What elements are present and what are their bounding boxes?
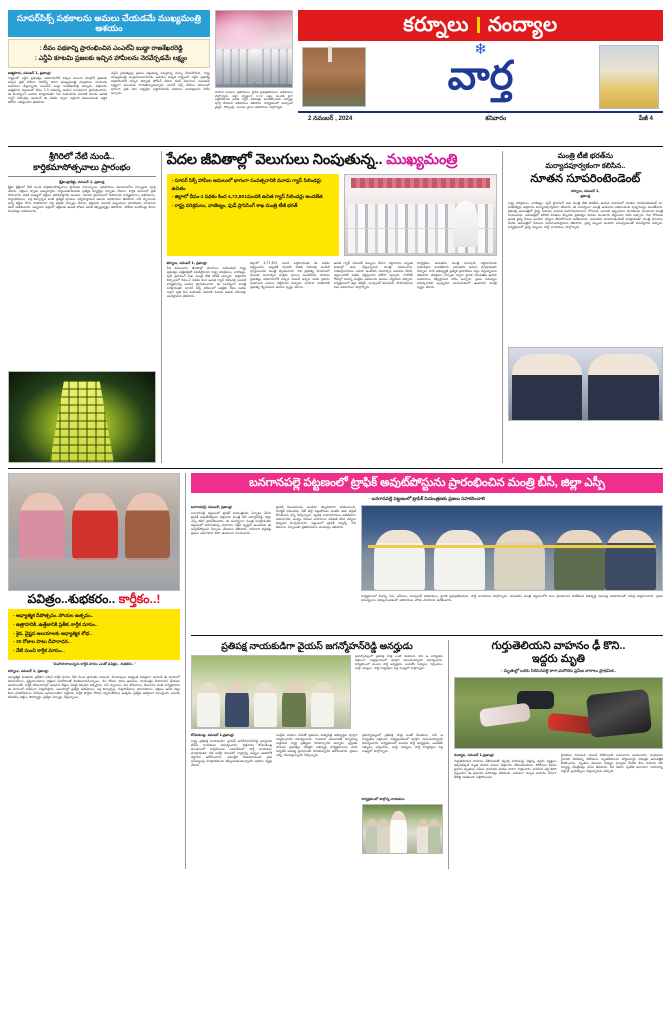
- main-story-column-2: [250, 261, 330, 447]
- crowd-person-main: [390, 811, 407, 853]
- accident-text-1: గుర్తుతెలియని వాహనం ఢీకొనడంతో ద్విచక్ర వాహనంపై వెళ్తున్న ఇద్దరు వ్యక్తులు అక్కడికక్కడే మృతి చెందిన ఘటన శుక్రవారం చోటుచేసుకుంది. పోలీసుల కథనం ప్రకారం మృతులు సమీప గ్రామానికి చెందిన వారిగా గుర్తించారు. పనిమీద వెళ్లి తిరిగి వస్తుండగా ఈ ప్రమాదం జరిగినట్లు తెలిసింది. ఎదురుగా వచ్చిన వాహనం వేగంగా ఢీకొట్టి ఆపకుండా వెళ్లిపోయింది.: [454, 758, 557, 779]
- edition-right-label: నంద్యాల: [487, 14, 558, 36]
- main-story-text-2: జిల్లాలో 4,72,801 మంది లబ్ధిదారులకు ఈ పథకం వర్తిస్తుందని, ఇప్పటికే మొదటి విడత సిలిండర్ల పంపిణీ పూర్తయిందని మంత్రి వెల్లడించారు. గత ప్రభుత్వ హయాంలో పేదలకు అందాల్సిన సంక్షేమ ఫలాలు అందలేదని, కూటమి ప్రభుత్వం అధికారంలోకి వచ్చిన వెంటనే ఇచ్చిన మాట ప్రకారం పథకాలను అమలు చేస్తోందని అన్నారు. మహిళా సాధికారతే ప్రభుత్వ ధ్యేయమని ఆయన స్పష్టం చేశారు.: [250, 261, 330, 289]
- main-bullet-2: - జిల్లాలో దీపం-2 పథకం కింద 4,72,801మందికి ఉచిత గ్యాస్ సిలిండర్లు అందజేత: [171, 195, 323, 201]
- ribbon-cutting-photo: [361, 505, 663, 591]
- opposition-story-headline: ప్రతిపక్ష నాయకుడిగా వైయస్ జగన్మోహన్‌రెడ్డి అనర్హుడు: [221, 640, 413, 652]
- top-story-subpoints: [8, 39, 210, 68]
- top-meeting-photo: [215, 10, 293, 88]
- opposition-columns: [191, 733, 443, 853]
- bird-icon: ❄: [474, 41, 487, 58]
- main-story-text-3: ఉచిత గ్యాస్ సిలిండర్ డబ్బులు నేరుగా లబ్ధిదారుల బ్యాంకు ఖాతాల్లో జమ చేస్తున్నామని మంత్రి వివరించారు. దరఖాస్తుదారులు ఎవరూ ఆందోళన చెందాల్సిన అవసరం లేదని, అర్హులందరికీ పథకం వర్తిస్తుందని భరోసా ఇచ్చారు. రాబోయే రోజుల్లో మరిన్ని సంక్షేమ పథకాలను అమలు చేస్తామని చెప్పారు. కార్యక్రమంలో జిల్లా కలెక్టర్, మున్సిపల్ కమిషనర్, పౌరసరఫరాల శాఖ అధికారులు పాల్గొన్నారు.: [333, 261, 414, 289]
- opposition-text-side: ప్రజాస్వామ్యంలో ప్రతిపక్ష పాత్ర ఎంతో కీలకమని, కానీ ఆ బాధ్యతను సక్రమంగా నిర్వర్తించడంలో పూర్తిగా విఫలమయ్యారని విమర్శించారు. కార్యక్రమంలో మండల పార్టీ అధ్యక్షుడు, ఎంపీటీసీ సభ్యులు, సర్పంచ్‌లు, వార్డు సభ్యులు, పార్టీ కార్యకర్తలు పెద్ద సంఖ్యలో పాల్గొన్నారు.: [355, 655, 443, 670]
- group-person-4: [282, 682, 306, 727]
- kartik-bullet-5: - నేటి నుంచి కార్తీక మాసం...: [13, 648, 65, 654]
- traffic-story-text-1: బనగానపల్లె పట్టణంలో ట్రాఫిక్ నియంత్రణకు ఏర్పాటు చేసిన ట్రాఫిక్ అవుట్‌పోస్టును శుక్రవారం మంత్రి బీసీ జనార్దన్‌రెడ్డి, జిల్లా ఎస్పీ కలిసి ప్రారంభించారు. ఈ సందర్భంగా మంత్రి మాట్లాడుతూ పట్టణంలో పెరుగుతున్న వాహనాల రద్దీని దృష్టిలో ఉంచుకుని ఈ అవుట్‌పోస్టును ఏర్పాటు చేశామని తెలిపారు. రహదారి భద్రతపై ప్రజలు అవగాహన కలిగి ఉండాలని సూచించారు.: [191, 510, 271, 535]
- photo-cm-figure: [453, 201, 477, 247]
- kartik-bullet-4: - 30 రోజుల పాటు దీపారాధన..: [13, 640, 71, 646]
- main-story-block: [167, 151, 497, 463]
- women-river-prayer-photo: [8, 473, 180, 591]
- main-bullet-3: - రాష్ట్ర పరిశ్రమలు, వాణిజ్యం, ఫుడ్ ప్రాసెసింగ్ శాఖ మంత్రి టీజీ భరత్: [171, 203, 298, 209]
- divider-mid: [8, 468, 663, 469]
- photo-crowd-shape: [216, 49, 292, 84]
- traffic-story-photo-col: [361, 505, 663, 631]
- kartik-bullets: [8, 609, 180, 660]
- crowd-person-5: [428, 819, 441, 853]
- masthead: [298, 10, 663, 142]
- publication-date: 2 నవంబర్ , 2024: [308, 115, 353, 122]
- right-story-block: [508, 151, 663, 463]
- opposition-top-row: [191, 655, 443, 729]
- top-story-byline: ఆత్మకూరు, నవంబర్ 1, ప్రజాంధ్ర:: [8, 71, 51, 75]
- kartik-bullet-1: - ఆధ్యాత్మిక దీపోత్సవం..సోయల ఉత్సవం..: [13, 614, 94, 620]
- publication-day: శనివారం: [485, 115, 507, 122]
- bottom-stories: [191, 640, 663, 869]
- band-three-right: [191, 473, 663, 869]
- band-three: [8, 473, 663, 869]
- two-leaders-photo: [508, 347, 663, 421]
- top-story-columns: [8, 71, 210, 142]
- main-story-text-1: పేద కుటుంబాల జీవితాల్లో వెలుగులు నింపేందుకు రాష్ట్ర ప్రభుత్వం చిత్తశుద్ధితో పనిచేస్తోందని రాష్ట్ర పరిశ్రమలు, వాణిజ్యం, ఫుడ్ ప్రాసెసింగ్ శాఖ మంత్రి టీజీ భరత్ అన్నారు. శుక్రవారం కర్నూలులో దీపం-2 పథకం కింద ఉచిత గ్యాస్ సిలిండర్ల పంపిణీ కార్యక్రమాన్ని ఆయన ప్రారంభించారు. ఈ సందర్భంగా మంత్రి మాట్లాడుతూ సూపర్ సిక్స్ హామీలలో ఒకటైన దీపం పథకం ద్వారా ప్రతి పేద మహిళకు ఏడాదికి మూడు ఉచిత సిలిండర్లు అందిస్తామని తెలిపారు.: [166, 266, 247, 299]
- traffic-story-column-1: [191, 505, 271, 631]
- cm-meeting-photo: [344, 174, 497, 256]
- crowd-person-3: [377, 819, 390, 853]
- traffic-story-text-3: కార్యక్రమంలో డీఎస్పీ, సీఐ, ఎస్ఐలు, మున్సిపల్ అధికారులు, స్థానిక ప్రజాప్రతినిధులు, పార్టీ నాయకులు పాల్గొన్నారు. అనంతరం మంత్రి పట్టణంలోని పలు ప్రాంతాలను పరిశీలించి అభివృద్ధి పనులపై అధికారులతో సమీక్ష నిర్వహించారు. ప్రజల సమస్యలను పరిష్కరించడంలో అధికారులు చొరవ చూపాలని ఆదేశించారు.: [361, 594, 663, 603]
- accident-text-2: స్థానికులు గమనించి వెంటనే పోలీసులకు సమాచారం అందించారు. సంఘటనా స్థలానికి చేరుకున్న పోలీసులు మృతదేహాలను పోస్టుమార్టం నిమిత్తం ఆసుపత్రికి తరలించారు. మృతుల కుటుంబ సభ్యుల ఫిర్యాదు మేరకు కేసు నమోదు చేసి దర్యాప్తు చేపట్టినట్లు ఎస్ఐ తెలిపారు. సీసీ కెమెరా ఫుటేజీ ఆధారంగా వాహనాన్ని గుర్తించే ప్రయత్నాలు చేస్తున్నామని చెప్పారు.: [560, 753, 663, 774]
- left-story-block: [8, 151, 156, 463]
- vertical-divider-1: [161, 151, 162, 463]
- right-story-byline-1: కర్నూలు, నవంబర్ 1,: [571, 189, 600, 193]
- opposition-column-2: [276, 733, 357, 853]
- ribbon-person-2: [434, 530, 485, 590]
- left-story-headline-2: కార్తికమాసోత్సవాలు ప్రారంభం: [33, 162, 131, 172]
- woman-3-shape: [125, 493, 171, 560]
- accident-column-1: [454, 753, 557, 869]
- kartik-columns: [8, 675, 180, 851]
- masthead-edition-band: [298, 10, 663, 41]
- kartik-quote: "మహాపాపాలున్నను కార్తీక మాసం ఎంతో పవిత్రం.. శుభకరం..": [52, 662, 136, 667]
- top-story-subpoint-1: : దీపం పథకాన్ని ప్రారంభించిన ఎంఎల్‌ఏ బుడ్డా రాజశేఖరరెడ్డి: [39, 45, 183, 52]
- woman-2-shape: [72, 493, 118, 560]
- top-story-block: [8, 10, 210, 142]
- top-photo-column: [215, 10, 293, 142]
- page-number: పేజీ 4: [638, 115, 653, 122]
- main-story-byline: కర్నూలు, నవంబర్ 1, ప్రజాంధ్ర:: [166, 261, 208, 265]
- top-story-text-2: ఎన్డీఏ ప్రభుత్వంపై ప్రజలు పెట్టుకున్న నమ్మకాన్ని వమ్ము చేయబోమని, రాష్ట్ర ముఖ్యమంత్రి చంద్రబాబునాయుడు ఆశయం అన్నది రాష్ట్రంలో ఎన్డీఏ ప్రభుత్వ అధికారంలోకి వచ్చిన తర్వాత కెరోసిన్ దీపాల కంటే వెలుగులు నింపడమే లక్ష్యంగా ముందుకు సాగుతున్నామన్నారు. సూపర్ సిక్స్ హామీల అమలులో భాగంగా ప్రతి నెలా అర్హులైన లబ్ధిదారులకు పథకాలు అందిస్తామని హామీ ఇచ్చారు.: [111, 71, 210, 95]
- kartik-bullet-2: - ఉత్రాహనికి..ఉత్తేజానికి ప్రతీక..కార్తీక మాసం..: [13, 623, 98, 628]
- gopuram-tower-shape: [50, 381, 114, 462]
- top-story-subpoint-2: : ఎన్డీఏ కూటమి ప్రజలకు ఇచ్చిన హామీలను నెరవేర్చడమే లక్ష్యం: [34, 54, 188, 62]
- right-story-headline-2: మర్యాదపూర్వకంగా కలిసిన..: [545, 161, 626, 170]
- accident-story-block: [454, 640, 663, 869]
- accident-bike-shape: [585, 689, 651, 739]
- photo-speaker-shape: [248, 49, 261, 82]
- opposition-text-1: రాష్ట్ర ప్రతిపక్ష నాయకుడిగా వైయస్ జగన్‌మోహన్‌రెడ్డి అనర్హుడని టీడీపీ నాయకులు విమర్శించారు. శుక్రవారం కోవెలకుంట్ల మండలంలో నిర్వహించిన సమావేశంలో పార్టీ నాయకులు మాట్లాడుతూ గత ఐదేళ్ల పాలనలో రాష్ట్రాన్ని అప్పుల ఊబిలోకి నెట్టారని ఆరోపించారు. అసెంబ్లీకి హాజరుకాకుండా ప్రజా సమస్యలపై మాట్లాడకుండా తప్పించుకుంటున్నారని ఆగ్రహం వ్యక్తం చేశారు.: [191, 738, 273, 767]
- bull-photo: [599, 45, 659, 109]
- right-story-headline-3: నూతన సూపరింటెండెంట్: [530, 173, 641, 185]
- temple-gopuram-photo: [8, 371, 156, 463]
- vertical-divider-2: [502, 151, 503, 463]
- main-bullet-1: - సూపర్ సిక్స్ హామీల అమలులో భాగంగా సంవత్సరానికి మూడు గ్యాస్ సిలిండర్లు ఉచితం: [171, 179, 322, 192]
- main-story-text-4: కార్యక్రమం అనంతరం మంత్రి పలువురు లబ్ధిదారులకు సిలిండర్లను అందజేశారు. అనంతరం ఆయన మాట్లాడుతూ కర్నూలు నగర అభివృద్ధికి ప్రత్యేక ప్రణాళికలు సిద్ధం చేస్తున్నామని తెలిపారు. పరిశ్రమల ఏర్పాటు ద్వారా స్థానిక యువతకు ఉపాధి అవకాశాలు కల్పిస్తామని హామీ ఇచ్చారు. ప్రజల సమస్యల పరిష్కారానికి ఎల్లప్పుడూ అందుబాటులో ఉంటానని మంత్రి స్పష్టం చేశారు.: [417, 261, 497, 289]
- opposition-column-3: [362, 733, 443, 853]
- opposition-byline: కోవెలకుంట్ల, నవంబర్ 1,ప్రజాంధ్ర:: [191, 733, 235, 738]
- top-story-text-1: రాష్ట్రంలో ఎన్డీఏ ప్రభుత్వం అధికారంలోకి వచ్చిన నాలుగు నెలల్లోనే ప్రజలకు ఇచ్చిన ప్రతి హామీని నెరవేర్చే దిశగా ముఖ్యమంత్రి చంద్రబాబు నాయుడు అడుగులు వేస్తున్నారని ఎంఎల్‌ఏ బుడ్డా రాజశేఖరరెడ్డి అన్నారు. శుక్రవారం ఆత్మకూరు పట్టణంలో దీపం 2.0 పథకాన్ని ఆయన లాంఛనంగా ప్రారంభించారు. ఈ సందర్భంగా ఆయన మాట్లాడుతూ పేద మహిళలకు ఏడాదికి మూడు ఉచిత గ్యాస్ సిలిండర్లు అందించే ఈ పథకం ద్వారా లక్షలాది కుటుంబాలకు ఆర్థిక భరోసా లభిస్తుందని తెలిపారు.: [8, 76, 107, 105]
- opposition-column-1: [191, 733, 272, 853]
- left-divider: [8, 176, 156, 177]
- right-story-headline-1: మంత్రి టీజీ భరత్‌ను: [557, 151, 613, 160]
- accident-story-subline: - మృతుల్లో ఒకరు సిరిసెనపల్లె కాగా,మరొకరు ప్రవీణ వారాలు ప్రాథమిక..: [501, 668, 616, 674]
- main-story-columns: [167, 261, 497, 447]
- ribbon-person-3: [494, 530, 545, 590]
- field-inspection-photo: [191, 655, 351, 729]
- portrait-left-shape: [512, 354, 583, 420]
- edition-separator-icon: [477, 17, 480, 33]
- traffic-story-text-2: ట్రాఫిక్ నిబంధనలను అందరూ తప్పనిసరిగా పాటించాలని, హెల్మెట్ ధరించడం, సీట్ బెల్ట్ పెట్టుకోవడం వంటివి తమ భద్రత కోసమేనని ఎస్పీ పేర్కొన్నారు. ద్విచక్ర వాహనదారులు అతివేగంగా నడపరాదని, మద్యం సేవించి వాహనాలు నడిపితే కఠిన చర్యలు తప్పవని హెచ్చరించారు. పట్టణంలో ట్రాఫిక్ సిగ్నల్స్, సీసీ కెమెరాల ఏర్పాటుకు ప్రతిపాదనలు పంపినట్లు తెలిపారు.: [276, 505, 356, 530]
- ribbon-person-5: [605, 530, 656, 590]
- woman-1-shape: [19, 493, 65, 560]
- kartik-byline: కర్నూలు, నవంబర్ 1, ప్రజాంధ్ర:: [8, 669, 49, 674]
- accident-columns: [454, 753, 663, 869]
- opposition-sub-caption: కార్యక్రమంలో పాల్గొన్న నాయకులు: [361, 797, 405, 802]
- accident-story-headline-2: ఇద్దరు మృతి: [532, 653, 585, 666]
- group-person-3: [254, 682, 278, 727]
- ribbon-tape-shape: [368, 545, 656, 548]
- opposition-story-block: [191, 640, 443, 869]
- main-story-column-4: [417, 261, 497, 447]
- vertical-divider-3: [185, 473, 186, 869]
- kartik-title-accent: కార్తీకం..!: [118, 592, 161, 607]
- masthead-logo: వార్త: [447, 53, 514, 98]
- portrait-right-shape: [588, 354, 659, 420]
- ribbon-person-4: [554, 530, 605, 590]
- top-strip: [8, 10, 663, 142]
- kartik-title-plain: పవిత్రం..శుభకరం..: [27, 592, 116, 607]
- top-story-column-1: [8, 71, 107, 142]
- top-story-text-3: మహిళా సంఘాల ప్రతినిధులు, స్థానిక ప్రజాప్రతినిధులు, అధికారులు పాల్గొన్నారు. జిల్లా వ్యాప్తంగా 4.72 లక్షల మందికి పైగా లబ్ధిదారులకు ఉచిత గ్యాస్ సిలిండర్లు అందజేసేందుకు ఏర్పాట్లు పూర్తి చేశామని అధికారులు తెలిపారు. కార్యక్రమంలో మున్సిపల్ చైర్మన్, కౌన్సిలర్లు, మండల స్థాయి అధికారులు పాల్గొన్నారు.: [215, 91, 293, 109]
- fort-photo: [302, 47, 366, 107]
- main-headline-accent: ముఖ్యమంత్రి: [386, 152, 458, 168]
- ribbon-person-1: [374, 530, 425, 590]
- top-story-blue-headline: సూపర్‌సిక్స్ పథకాలను అమలు చేయడమే ముఖ్యమంత్రి ఆశయం: [8, 10, 210, 37]
- main-story-column-1: [167, 261, 247, 447]
- opposition-text-2: సంక్షేమ పథకాల పేరుతో ప్రజలను మభ్యపెట్టి అభివృద్ధిని పూర్తిగా విస్మరించారని విమర్శించారు. రాజధాని అమరావతి నిర్మాణాన్ని అడ్డుకుని రాష్ట్ర ప్రతిష్టను దిగజార్చారని అన్నారు. ప్రస్తుతం కూటమి ప్రభుత్వం చేపట్టిన అభివృద్ధి కార్యక్రమాలను చూసి ఓర్వలేక అసత్య ప్రచారాలకు దిగుతున్నారని ఆరోపించారు. ప్రజలు అన్నీ గమనిస్తున్నారని పేర్కొన్నారు.: [276, 733, 358, 758]
- top-story-column-2: [111, 71, 210, 142]
- group-person-5: [311, 682, 335, 727]
- masthead-logo-area: [298, 41, 663, 113]
- accident-byline: నంద్యాల, నవంబర్ 1,ప్రజాంధ్ర:: [454, 753, 495, 758]
- main-story-bullets: [167, 174, 339, 256]
- traffic-story-column-2: [276, 505, 356, 631]
- right-story-text: రాష్ట్ర పరిశ్రమలు, వాణిజ్యం, ఫుడ్ ప్రాసెసింగ్ శాఖ మంత్రి టీజీ భరత్‌ను ఆయన నివాసంలో నూతన సూపరింటెండెంట్ డా. వెంకటేశ్వర్లు శుక్రవారం మర్యాదపూర్వకంగా కలిశారు. ఈ సందర్భంగా మంత్రి ఆయనను అభినందించి పుష్పగుచ్ఛం అందజేశారు. ప్రభుత్వ ఆసుపత్రిలో వైద్య సేవలను మరింత మెరుగుపరచాలని, రోగులకు ఎలాంటి ఇబ్బందులు కలగకుండా చూడాలని మంత్రి సూచించారు. ఆసుపత్రిలో మౌలిక వసతుల కల్పనకు ప్రభుత్వం నిధులు మంజూరు చేస్తుందని హామీ ఇచ్చారు. పేద రోగులకు ఉచిత వైద్య సేవలు అందేలా చర్యలు తీసుకోవాలని ఆదేశించారు. అనంతరం సూపరింటెండెంట్ మాట్లాడుతూ మంత్రి సూచనల మేరకు ఆసుపత్రిలో సేవలను మెరుగుపరుస్తామని తెలిపారు. వైద్య సిబ్బంది అందరూ సమన్వయంతో పనిచేస్తారని చెప్పారు. కార్యక్రమంలో వైద్య సిబ్బంది, పార్టీ నాయకులు పాల్గొన్నారు.: [507, 200, 664, 229]
- opposition-text-3: ప్రజాస్వామ్యంలో ప్రతిపక్ష పాత్ర ఎంతో కీలకమని, కానీ ఆ బాధ్యతను సక్రమంగా నిర్వర్తించడంలో పూర్తిగా విఫలమయ్యారని విమర్శించారు. కార్యక్రమంలో మండల పార్టీ అధ్యక్షుడు, ఎంపీటీసీ సభ్యులు, సర్పంచ్‌లు, వార్డు సభ్యులు, పార్టీ కార్యకర్తలు పెద్ద సంఖ్యలో పాల్గొన్నారు.: [361, 733, 443, 754]
- left-story-headline-1: శ్రీగిరిలో నేటి నుండి..: [48, 151, 115, 161]
- main-story-headline: [167, 151, 497, 169]
- group-person-2: [225, 682, 249, 727]
- right-story-columns: [508, 201, 663, 343]
- edition-left-label: కర్నూలు: [403, 14, 469, 36]
- accident-victim-1-shape: [479, 703, 531, 728]
- accident-scene-photo: [454, 677, 663, 749]
- kartik-text: ఆధ్యాత్మిక చింతనకు ప్రతీకగా నిలిచే కార్తీక మాసం నేటి నుంచి ప్రారంభం కానుంది. హిందువులు అత్యంత పవిత్రంగా భావించే ఈ మాసంలో శివాలయాలు, వైష్ణవాలయాలు భక్తజన సందోహంతో కిటకిటలాడనున్నాయి. నెల రోజుల పాటు ఉదయం, సాయంత్రం దీపారాధన చేయడం ఆనవాయితీ. కార్తీక సోమవారాల్లో ఉపవాస దీక్షలు చేపట్టి శివుడిని అర్చిస్తారు. నదీ స్నానాలు, వన భోజనాలు, దీపదానం వంటి కార్యక్రమాలు ఈ మాసంలో విశేషంగా నిర్వహిస్తారు. ఆలయాల్లో ప్రత్యేక అభిషేకాలు, లక్ష బిల్వార్చన, రుద్రాభిషేకాలు జరుగుతాయి. భక్తులు ఉసిరి చెట్టు కింద వనభోజనాలు చేయడం ఆనవాయితీగా వస్తోంది. కార్తీక పౌర్ణమి రోజున జ్వాలాతోరణం ఉత్సవం ప్రత్యేక ఆకర్షణగా నిలుస్తుంది. ఆలయ కమిటీలు భక్తుల సౌకర్యార్థం ప్రత్యేక ఏర్పాట్లు చేస్తున్నాయి.: [8, 674, 180, 699]
- main-headline-plain: పేదల జీవితాల్లో వెలుగులు నింపుతున్న..: [166, 152, 383, 168]
- kartik-title: [8, 591, 180, 609]
- masthead-footer: [298, 113, 663, 123]
- main-story-top-row: [167, 174, 497, 256]
- accident-column-2: [561, 753, 664, 869]
- kartik-block: [8, 473, 180, 869]
- main-story-column-3: [334, 261, 414, 447]
- divider-lower: [191, 635, 663, 636]
- leaders-crowd-photo: [362, 804, 443, 854]
- right-story-byline-2: ప్రజాంధ్ర: [580, 194, 591, 199]
- left-story-text: శ్రీశైల క్షేత్రంలో నేటి నుండి కార్తికమాసోత్సవాలు ప్రారంభం కానున్నాయి. అధికారులు ఆలయంలోను ఏర్పాట్లను పూర్తి చేశారు. భక్తులు స్వామి అమ్మవార్లను దర్శించుకునేందుకు ప్రత్యేక క్యూలైన్లు ఏర్పాటు చేశారు. కార్తిక మాసంలో ప్రతి సోమవారం అధిక సంఖ్యలో భక్తులు తరలివస్తారని అంచనా. ఆలయ ప్రాంగణంలో దీపారాధన కార్యక్రమాలు, అభిషేకాలు, రుద్రాభిషేకాలు, లక్ష బిల్వార్చన వంటి ప్రత్యేక పూజలు నిర్వహిస్తామని ఆలయ అధికారులు తెలిపారు. నదీ స్నానాలకు వచ్చే భక్తుల కోసం పాతాళగంగ వద్ద భద్రతా ఏర్పాట్లు చేశారు. భక్తులకు ఎలాంటి ఇబ్బందులు కలగకుండా చూడాలని ఈవో ఆదేశించారు. అన్నదాన సత్రంలో భక్తులకు ఉచిత భోజన వసతి కల్పిస్తున్నట్లు తెలిపారు. పోలీసు బందోబస్తు కూడా పెంచినట్లు వివరించారు.: [8, 185, 156, 214]
- band-two: [8, 151, 663, 463]
- divider-top: [8, 146, 663, 147]
- traffic-story-byline: బనగానపల్లె, నవంబర్, ప్రజాంధ్ర:: [191, 505, 233, 510]
- traffic-story-body: [191, 505, 663, 631]
- kartik-bullet-3: - శైవ, వైష్ణవ ఆలయాలకు ఆధ్యాత్మిక శోభ..: [13, 631, 92, 637]
- vertical-divider-4: [448, 640, 449, 869]
- left-story-byline: శ్రీశైలంప్రాజెక్టు, నవంబర్ 1, ప్రజాంధ్ర: [59, 180, 105, 184]
- traffic-story-subline: - బనగానపల్లె పట్టణంలో ట్రాఫిక్ నియంత్రణకు ప్రజలు సహకరించాలి: [368, 496, 486, 502]
- traffic-story-headline: బనగానపల్లె పట్టణంలో ట్రాఫిక్ అవుట్‌పోస్టును ప్రారంభించిన మంత్రి బీసీ, జిల్లా ఎస్పీ: [191, 473, 663, 493]
- photo-backdrop-banner: [351, 178, 490, 188]
- accident-story-headline-1: గుర్తుతెలియని వాహనం ఢీ కొని..: [491, 640, 626, 653]
- group-person-1: [197, 682, 221, 727]
